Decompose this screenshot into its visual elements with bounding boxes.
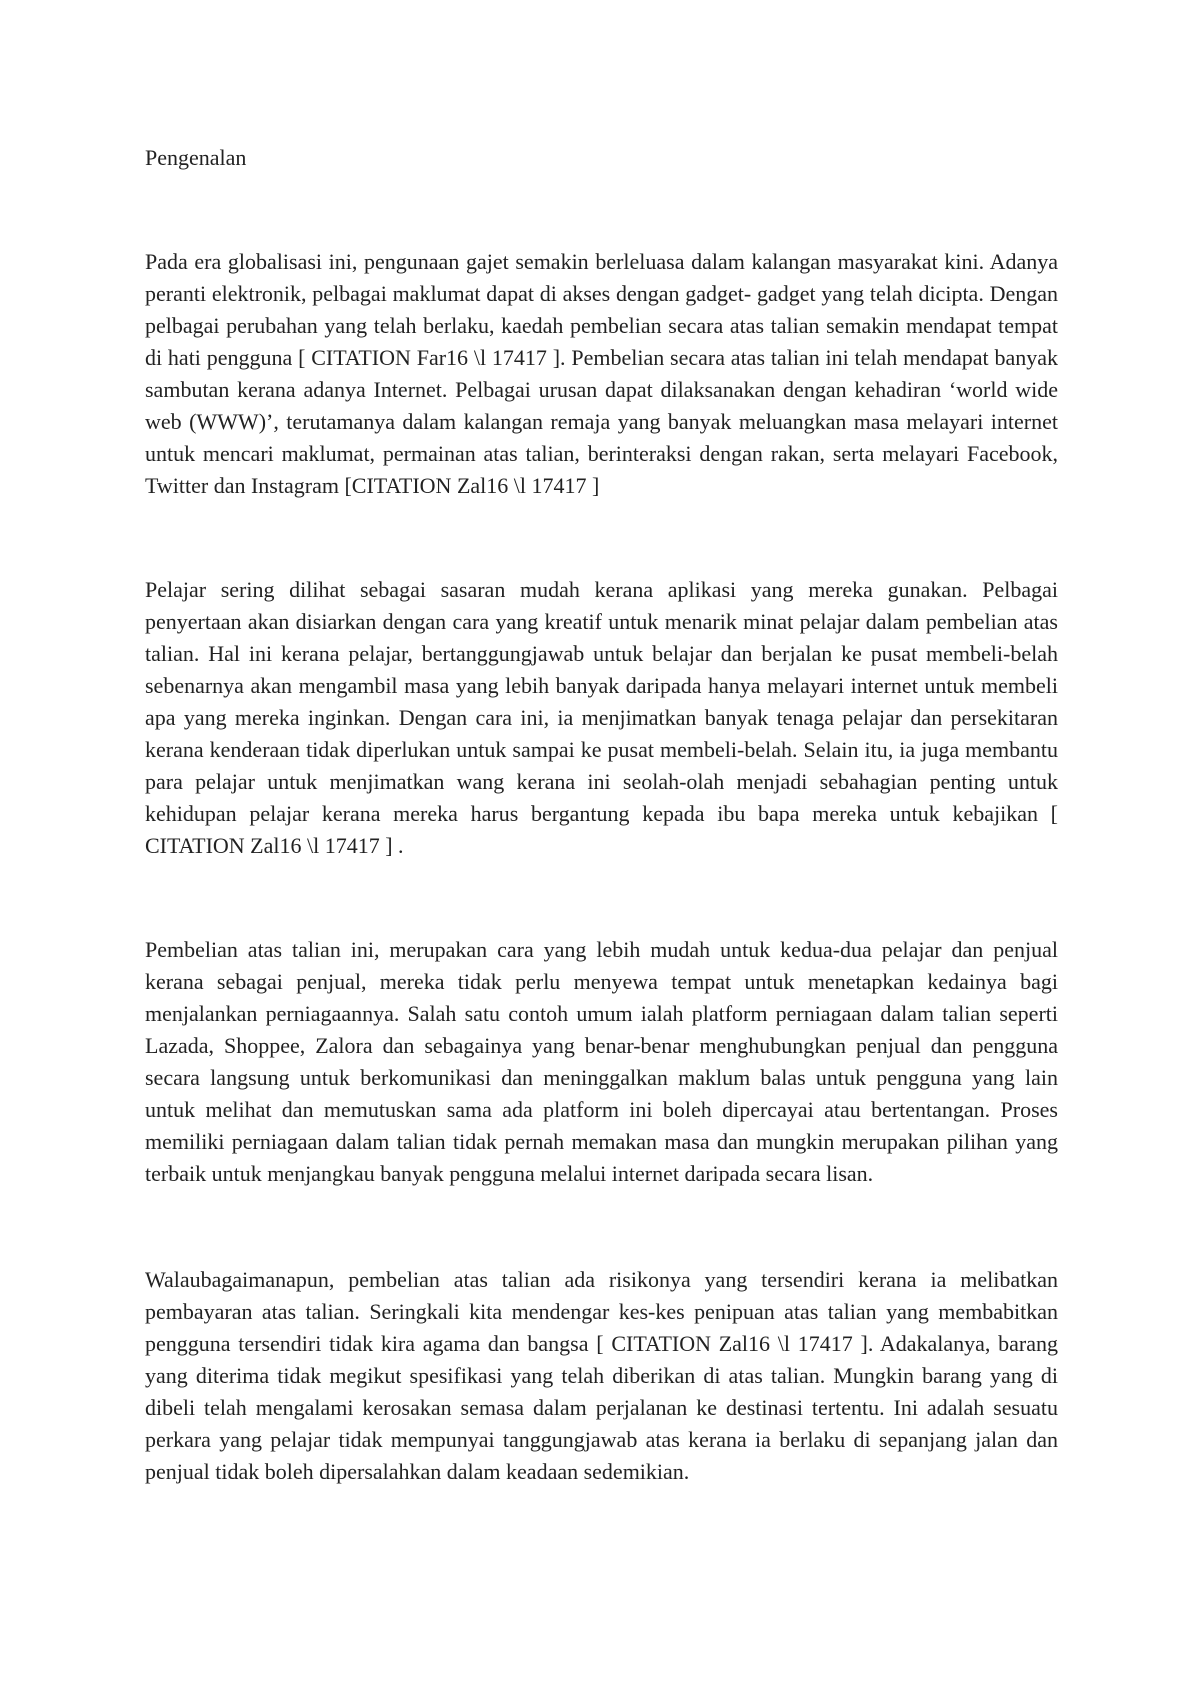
paragraph-sellers: Pembelian atas talian ini, merupakan cara yang lebih mudah untuk kedua-dua pelajar dan penjual kerana sebagai penjual, mereka tidak perlu menyewa tempat untuk menetapkan kedainya bagi menjalankan perniagaannya. Salah satu contoh umum ialah platform perniagaan dalam talian seperti Lazada, Shoppee, Zalora dan sebagainya yang benar-benar menghubungkan penjual dan pengguna secara langsung untuk berkomunikasi dan meninggalkan maklum balas untuk pengguna yang lain untuk melihat dan memutuskan sama ada platform ini boleh dipercayai atau bertentangan. Proses memiliki perniagaan dalam talian tidak pernah memakan masa dan mungkin merupakan pilihan yang terbaik untuk menjangkau banyak pengguna melalui internet daripada secara lisan. [145, 937, 1058, 1186]
document-body [145, 142, 1058, 1488]
paragraph-students: Pelajar sering dilihat sebagai sasaran mudah kerana aplikasi yang mereka gunakan. Pelbagai penyertaan akan disiarkan dengan cara yang kreatif untuk menarik minat pelajar dalam pembelian atas talian. Hal ini kerana pelajar, bertanggungjawab untuk belajar dan berjalan ke pusat membeli-belah sebenarnya akan mengambil masa yang lebih banyak daripada hanya melayari internet untuk membeli apa yang mereka inginkan. Dengan cara ini, ia menjimatkan banyak tenaga pelajar dan persekitaran kerana kenderaan tidak diperlukan untuk sampai ke pusat membeli-belah. Selain itu, ia juga membantu para pelajar untuk menjimatkan wang kerana ini seolah-olah menjadi sebahagian penting untuk kehidupan pelajar kerana mereka harus bergantung kepada ibu bapa mereka untuk kebajikan [ CITATION Zal16 \l 17417 ] . [145, 577, 1058, 858]
section-heading: Pengenalan [145, 145, 247, 170]
paragraph-risks: Walaubagaimanapun, pembelian atas talian ada risikonya yang tersendiri kerana ia melibatkan pembayaran atas talian. Seringkali kita mendengar kes-kes penipuan atas talian yang membabitkan pengguna tersendiri tidak kira agama dan bangsa [ CITATION Zal16 \l 17417 ]. Adakalanya, barang yang diterima tidak megikut spesifikasi yang telah diberikan di atas talian. Mungkin barang yang di dibeli telah mengalami kerosakan semasa dalam perjalanan ke destinasi tertentu. Ini adalah sesuatu perkara yang pelajar tidak mempunyai tanggungjawab atas kerana ia berlaku di sepanjang jalan dan penjual tidak boleh dipersalahkan dalam keadaan sedemikian. [145, 1267, 1058, 1484]
paragraph-introduction: Pada era globalisasi ini, pengunaan gajet semakin berleluasa dalam kalangan masyarakat kini. Adanya peranti elektronik, pelbagai maklumat dapat di akses dengan gadget- gadget yang telah dicipta. Dengan pelbagai perubahan yang telah berlaku, kaedah pembelian secara atas talian semakin mendapat tempat di hati pengguna [ CITATION Far16 \l 17417 ]. Pembelian secara atas talian ini telah mendapat banyak sambutan kerana adanya Internet. Pelbagai urusan dapat dilaksanakan dengan kehadiran ‘world wide web (WWW)’, terutamanya dalam kalangan remaja yang banyak meluangkan masa melayari internet untuk mencari maklumat, permainan atas talian, berinteraksi dengan rakan, serta melayari Facebook, Twitter dan Instagram [CITATION Zal16 \l 17417 ] [145, 249, 1058, 498]
